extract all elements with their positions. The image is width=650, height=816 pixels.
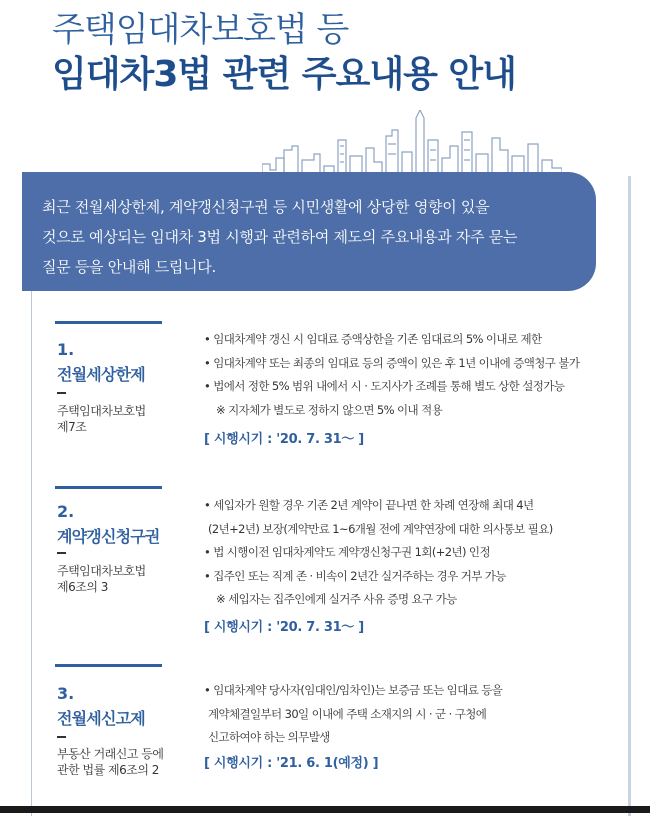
law-line: 부동산 거래신고 등에 bbox=[57, 747, 164, 761]
section-title: 전월세상한제 bbox=[57, 365, 145, 384]
section-divider bbox=[55, 321, 162, 324]
bullet-item: 신고하여야 하는 의무발생 bbox=[208, 730, 330, 744]
section-dash bbox=[57, 392, 66, 394]
bullet-note: ※ 세입자는 집주인에게 실거주 사유 증명 요구 가능 bbox=[216, 592, 457, 606]
law-line: 주택임대차보호법 bbox=[57, 564, 146, 578]
section-number: 1. bbox=[57, 340, 75, 359]
bullet-item: • 법 시행이전 임대차계약도 계약갱신청구권 1회(+2년) 인정 bbox=[204, 545, 490, 559]
law-line: 제7조 bbox=[57, 420, 87, 434]
effective-date: [ 시행시기 : '21. 6. 1(예정) ] bbox=[204, 756, 379, 771]
section-divider bbox=[55, 664, 162, 667]
section-title: 계약갱신청구권 bbox=[57, 527, 160, 546]
page-title-line2: 임대차3법 관련 주요내용 안내 bbox=[52, 54, 516, 95]
section-bullets bbox=[204, 494, 624, 612]
section-divider bbox=[55, 486, 162, 489]
city-skyline-illustration bbox=[262, 110, 562, 176]
bullet-item: • 임대차계약 당사자(임대인/임차인)는 보증금 또는 임대료 등을 bbox=[204, 683, 503, 697]
section-dash bbox=[57, 736, 66, 738]
intro-line: 것으로 예상되는 임대차 3법 시행과 관련하여 제도의 주요내용과 자주 묻는 bbox=[42, 228, 518, 246]
section-law-reference bbox=[57, 563, 146, 595]
effective-date: [ 시행시기 : '20. 7. 31～ ] bbox=[204, 620, 364, 635]
bullet-item: • 집주인 또는 직계 존 · 비속이 2년간 실거주하는 경우 거부 가능 bbox=[204, 568, 506, 583]
bullet-item: (2년+2년) 보장(계약만료 1~6개월 전에 계약연장에 대한 의사통보 필요) bbox=[208, 521, 553, 536]
section-number: 2. bbox=[57, 502, 75, 521]
page-title-line1: 주택임대차보호법 등 bbox=[52, 10, 349, 50]
bullet-item: • 임대차계약 또는 최종의 임대료 등의 증액이 있은 후 1년 이내에 증액청구 불가 bbox=[204, 355, 580, 370]
section-number: 3. bbox=[57, 684, 75, 703]
bottom-edge-bar bbox=[0, 806, 650, 813]
law-line: 제6조의 3 bbox=[57, 580, 108, 594]
effective-date: [ 시행시기 : '20. 7. 31～ ] bbox=[204, 432, 364, 447]
section-law-reference bbox=[57, 403, 146, 435]
bullet-note: ※ 지자체가 별도로 정하지 않으면 5% 이내 적용 bbox=[216, 402, 443, 417]
intro-line: 최근 전월세상한제, 계약갱신청구권 등 시민생활에 상당한 영향이 있을 bbox=[42, 198, 490, 216]
bullet-item: • 임대차계약 갱신 시 임대료 증액상한을 기존 임대료의 5% 이내로 제한 bbox=[204, 332, 542, 346]
section-law-reference bbox=[57, 746, 163, 778]
law-line: 주택임대차보호법 bbox=[57, 404, 146, 418]
intro-text bbox=[42, 192, 562, 282]
section-title: 전월세신고제 bbox=[57, 709, 145, 728]
bullet-item: • 법에서 정한 5% 범위 내에서 시 · 도지사가 조례를 통해 별도 상한 설정가능 bbox=[204, 379, 565, 393]
section-bullets bbox=[204, 679, 624, 750]
bullet-item: 계약체결일부터 30일 이내에 주택 소재지의 시 · 군 · 구청에 bbox=[208, 706, 487, 721]
section-dash bbox=[57, 552, 66, 554]
bullet-item: • 세입자가 원할 경우 기존 2년 계약이 끝나면 한 차례 연장해 최대 4년 bbox=[204, 498, 534, 512]
law-line: 관한 법률 제6조의 2 bbox=[57, 763, 159, 777]
intro-line: 질문 등을 안내해 드립니다. bbox=[42, 258, 216, 276]
section-bullets bbox=[204, 328, 624, 422]
